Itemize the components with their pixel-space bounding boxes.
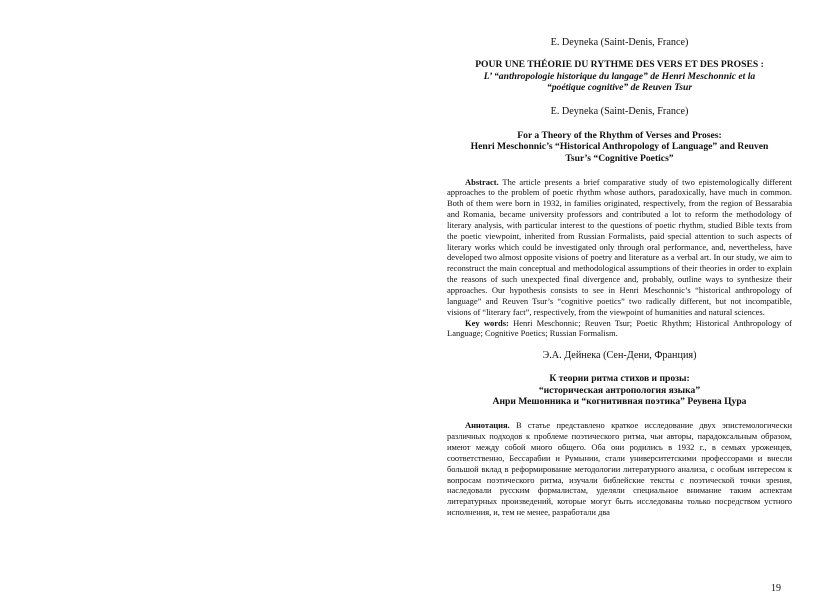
- fr-title: [447, 59, 792, 94]
- keywords-text: Henri Meschonnic; Reuven Tsur; Poetic Rhythm; Historical Anthropology of Language; Cognitive Poetics; Russian Formalism.: [447, 317, 792, 339]
- ru-title: [447, 373, 792, 408]
- page-number: 19: [771, 583, 781, 594]
- ru-abstract-text: В статье представлено краткое исследование двух эпистемологически различных подходов к проблеме поэтического ритма, чьи авторы, парадоксальным образом, имеют между собой много общего. Оба они родились в 1932 г., в семьях уроженцев, соответственно, Бессарабии и Румынии, стали университетскими профессорами и внесли большой вклад в реформирование методологии литературного анализа, с особым интересом к вопросам поэтического ритма, изучали библейские тексты с поэтической точки зрения, наследовали русским формалистам, уделяли специальное внимание таким аспектам литературных произведений, которые могут быть исследованы только посредством устного исполнения, и, тем не менее, разработали два: [447, 420, 792, 518]
- fr-title-line: “poétique cognitive” de Reuven Tsur: [546, 82, 693, 94]
- en-abstract: [447, 177, 792, 318]
- fr-author: E. Deyneka (Saint-Denis, France): [550, 37, 689, 48]
- en-author: E. Deyneka (Saint-Denis, France): [550, 105, 689, 117]
- ru-title-line: Анри Мешонника и “когнитивная поэтика” Реувена Цура: [492, 396, 747, 408]
- ru-author: Э.А. Дейнека (Сен-Дени, Франция): [542, 350, 697, 362]
- abstract-text: The article presents a brief comparative study of two epistemologically different approaches to the problem of poetic rhythm whose authors, paradoxically, have much in common. Both of them were born in 1932, in families originated, respectively, from the region of Bessarabia and Romania, became university professors and contributed a lot to reform the methodology of literary analysis, with particular interest to the questions of poetic rhythm, studied Bible texts from the poetic viewpoint, inherited from Russian Formalists, paid special attention to such aspects of literary works which could be investigated only through oral performance, and, nevertheless, have developed two almost opposite visions of poetry and literature as a verbal art. In our study, we aim to reconstruct the main conceptual and methodological assumptions of their theories in order to explain the reasons of such unexpected final divergence and, probably, outline ways to synthesize their approaches. Our hypothesis consists to see in Henri Meschonnic’s “historical anthropology of language” and Reuven Tsur’s “cognitive poetics” two radically different, but not incompatible, visions of “literary fact”, respectively, from the viewpoint of humanities and natural sciences.: [447, 176, 792, 317]
- keywords-label: Key words:: [465, 317, 509, 328]
- fr-title-line: POUR UNE THÉORIE DU RYTHME DES VERS ET DES PROSES :: [475, 59, 764, 70]
- en-title: [447, 130, 792, 165]
- ru-title-line: К теории ритма стихов и прозы:: [549, 373, 690, 385]
- ru-abstract-label: Аннотация.: [465, 420, 510, 430]
- ru-title-line: “историческая антропология языка”: [538, 384, 701, 396]
- en-title-line: Henri Meschonnic’s “Historical Anthropology of Language” and Reuven: [470, 141, 769, 153]
- abstract-label: Abstract.: [465, 176, 499, 187]
- ru-abstract: [447, 420, 792, 518]
- text-column: [447, 36, 792, 518]
- en-title-line: Tsur’s “Cognitive Poetics”: [565, 152, 674, 164]
- fr-title-line: L’ “anthropologie historique du langage” de Henri Meschonnic et la: [483, 70, 756, 82]
- en-keywords: [447, 318, 792, 340]
- en-title-line: For a Theory of the Rhythm of Verses and Proses:: [517, 129, 722, 141]
